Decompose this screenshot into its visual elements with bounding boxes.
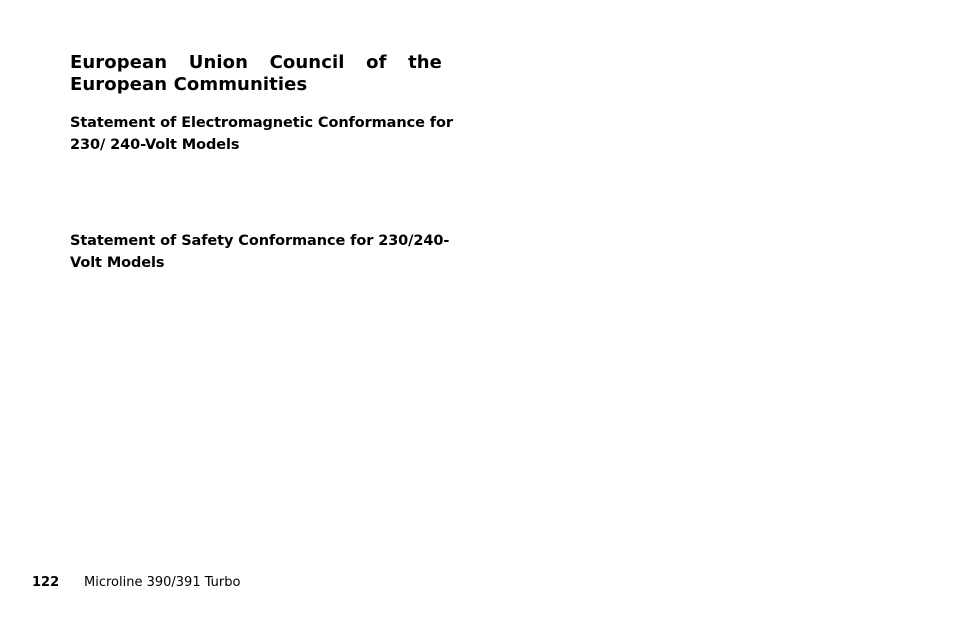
section-title: European Union Council of the European Communities	[70, 52, 442, 95]
manual-title: Microline 390/391 Turbo	[84, 575, 241, 590]
page-footer	[32, 574, 240, 592]
page-number: 122	[32, 575, 60, 590]
emc-statement-heading: Statement of Electromagnetic Conformance for 230/ 240-Volt Models	[70, 115, 453, 153]
safety-statement-heading: Statement of Safety Conformance for 230/240-Volt Models	[70, 233, 450, 271]
